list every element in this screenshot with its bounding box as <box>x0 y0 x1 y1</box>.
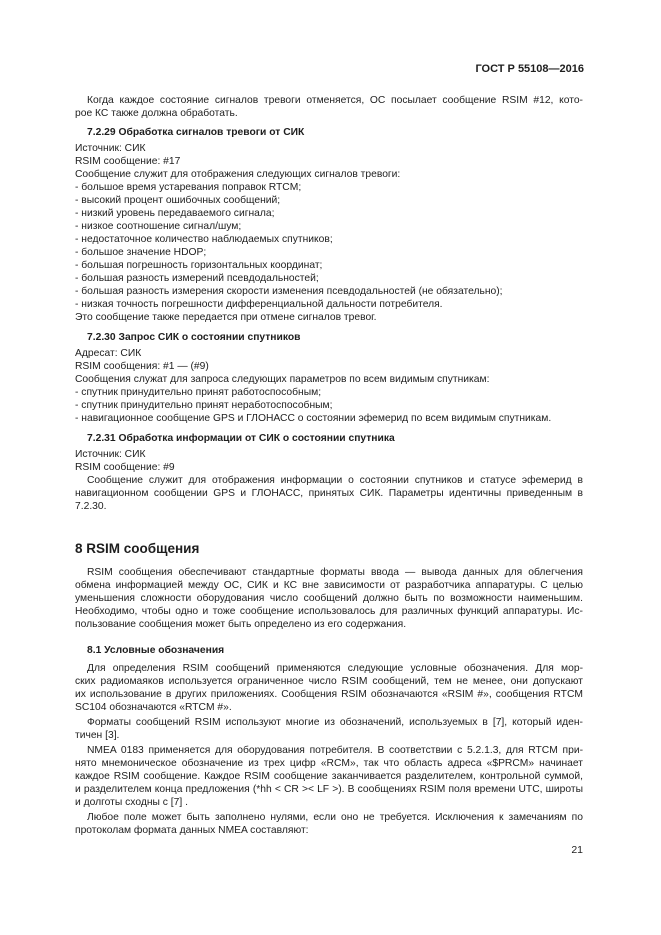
paragraph-line: Сообщение служит для отображения информации о состоянии спутников и статусе эфемерид в <box>87 475 583 486</box>
paragraph-line: нято мнемоническое обозначение из трех цифр «RCM», так что область адреса «$PRCM» начинает <box>75 758 583 769</box>
paragraph-line: обмена информацией между ОС, СИК и КС вне зависимости от разработчика аппаратуры. С целью <box>75 580 583 591</box>
paragraph-line: навигационном сообщении GPS и ГЛОНАСС, принятых СИК. Параметры идентичны приведенным в <box>75 488 583 499</box>
text-line: Это сообщение также передается при отмене сигналов тревог. <box>75 312 377 323</box>
page-number: 21 <box>571 844 583 856</box>
section-heading-7-2-30: 7.2.30 Запрос СИК о состоянии спутников <box>87 332 301 343</box>
text-line: RSIM сообщение: #9 <box>75 462 175 473</box>
paragraph-line: Любое поле может быть заполнено нулями, если оно не требуется. Исключения к замечаниям по <box>87 812 583 823</box>
list-item: - недостаточное количество наблюдаемых спутников; <box>75 234 333 245</box>
paragraph-line: ских радиомаяков используется ограниченное число RSIM сообщений, тем не менее, они допускают <box>75 676 583 687</box>
list-item: - навигационное сообщение GPS и ГЛОНАСС о состоянии эфемерид по всем видимым спутникам. <box>75 413 552 424</box>
section-heading-8-1: 8.1 Условные обозначения <box>87 645 225 656</box>
section-heading-7-2-29: 7.2.29 Обработка сигналов тревоги от СИК <box>87 127 305 138</box>
list-item: - большая разность измерения скорости изменения псевдодальностей (не обязательно); <box>75 286 503 297</box>
text-line: RSIM сообщение: #17 <box>75 156 181 167</box>
list-item: - большая погрешность горизонтальных координат; <box>75 260 323 271</box>
paragraph-line: тичен [3]. <box>75 730 120 741</box>
paragraph-line: 7.2.30. <box>75 501 107 512</box>
text-line: Источник: СИК <box>75 143 146 154</box>
intro-line: Когда каждое состояние сигналов тревоги отменяется, ОС посылает сообщение RSIM #12, кото- <box>87 95 583 106</box>
text-line: Сообщения служат для запроса следующих параметров по всем видимым спутникам: <box>75 374 490 385</box>
paragraph-line: SC104 обозначаются «RTCM #». <box>75 702 232 713</box>
paragraph-line: каждое RSIM сообщение. Каждое RSIM сообщение заканчивается разделителем, контрольной суммой, <box>75 771 583 782</box>
paragraph-line: и разделителем конца предложения (*hh < CR >< LF >). В сообщениях RSIM поля времени UTC, широты <box>75 784 583 795</box>
intro-line: рое КС также должна обработать. <box>75 108 238 119</box>
list-item: - низкий уровень передаваемого сигнала; <box>75 208 275 219</box>
paragraph-line: Форматы сообщений RSIM используют многие из обозначений, используемых в [7], который иден- <box>87 717 583 728</box>
paragraph-line: NMEA 0183 применяется для оборудования потребителя. В соответствии с 5.2.1.3, для RTCM при- <box>87 745 583 756</box>
paragraph-line: RSIM сообщения обеспечивают стандартные форматы ввода — вывода данных для облегчения <box>87 567 583 578</box>
paragraph-line: уменьшения сложности оборудования число сообщений должно быть по возможности наименьшим. <box>75 593 583 604</box>
list-item: - большая разность измерений псевдодальностей; <box>75 273 319 284</box>
text-line: RSIM сообщения: #1 — (#9) <box>75 361 209 372</box>
list-item: - низкое соотношение сигнал/шум; <box>75 221 242 232</box>
text-line: Адресат: СИК <box>75 348 142 359</box>
paragraph-line: и долготы сходны с [7] . <box>75 797 188 808</box>
text-line: Сообщение служит для отображения следующих сигналов тревоги: <box>75 169 401 180</box>
paragraph-line: пользование сообщения может быть определено из его содержания. <box>75 619 407 630</box>
list-item: - большое значение HDOP; <box>75 247 207 258</box>
list-item: - высокий процент ошибочных сообщений; <box>75 195 281 206</box>
list-item: - спутник принудительно принят неработоспособным; <box>75 400 333 411</box>
standard-number: ГОСТ Р 55108—2016 <box>475 63 584 75</box>
list-item: - низкая точность погрешности дифференциальной дальности потребителя. <box>75 299 443 310</box>
paragraph-line: их использование в других приложениях. Сообщения RSIM обозначаются «RSIM #», сообщения RTCM <box>75 689 583 700</box>
paragraph-line: Для определения RSIM сообщений применяются следующие условные обозначения. Для мор- <box>87 663 583 674</box>
list-item: - большое время устаревания поправок RTCM; <box>75 182 302 193</box>
paragraph-line: Необходимо, чтобы одно и тоже сообщение использовалось для различных функций аппаратуры. Ис- <box>75 606 583 617</box>
text-line: Источник: СИК <box>75 449 146 460</box>
list-item: - спутник принудительно принят работоспособным; <box>75 387 322 398</box>
section-heading-8: 8 RSIM сообщения <box>75 541 200 556</box>
paragraph-line: протоколам формата данных NMEA составляют: <box>75 825 309 836</box>
section-heading-7-2-31: 7.2.31 Обработка информации от СИК о состоянии спутника <box>87 433 395 444</box>
